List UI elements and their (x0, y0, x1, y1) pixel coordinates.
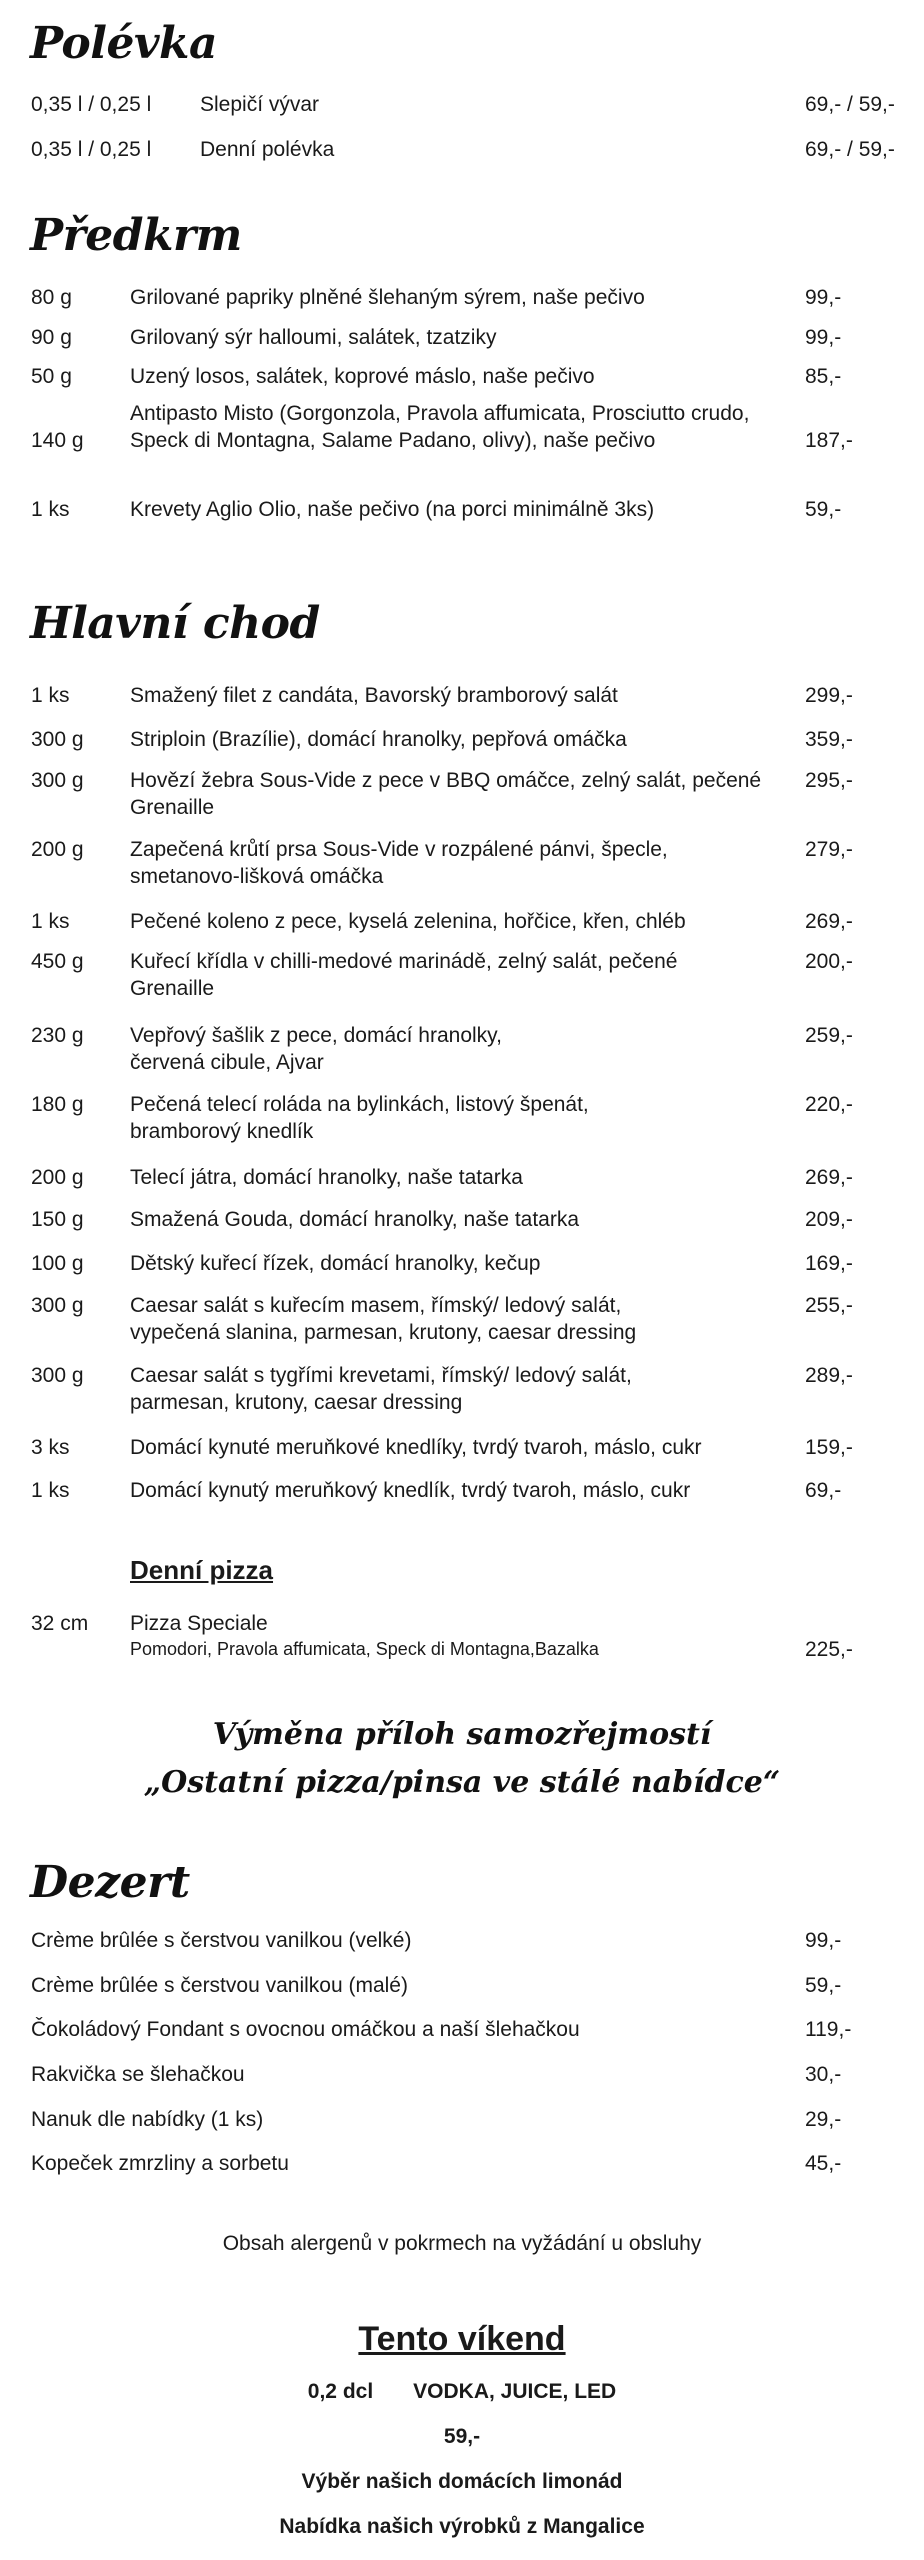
item-price: 30,- (805, 2063, 842, 2086)
item-name: Kuřecí křídla v chilli-medové marinádě, zelný salát, pečené Grenaille (130, 950, 678, 1000)
item-price: 209,- (805, 1208, 853, 1231)
item-price: 269,- (805, 1166, 853, 1189)
item-name: Smažená Gouda, domácí hranolky, naše tatarka (130, 1208, 580, 1231)
item-price: 85,- (805, 365, 842, 388)
item-name: Dětský kuřecí řízek, domácí hranolky, kečup (130, 1252, 541, 1275)
item-price: 255,- (805, 1294, 853, 1317)
weekend-heading: Tento víkend (358, 2320, 566, 2358)
item-quantity: 200 g (31, 1166, 84, 1189)
item-name: Vepřový šašlik z pece, domácí hranolky, červená cibule, Ajvar (130, 1024, 502, 1074)
section-title-main: Hlavní chod (30, 598, 320, 649)
weekend-offer-quantity: 0,2 dcl (307, 2380, 374, 2403)
item-price: 45,- (805, 2152, 842, 2175)
item-price: 69,- / 59,- (805, 93, 895, 116)
item-quantity: 1 ks (31, 1479, 70, 1502)
item-name: Smažený filet z candáta, Bavorský bramborový salát (130, 684, 618, 707)
item-price: 29,- (805, 2108, 842, 2131)
item-quantity: 180 g (31, 1093, 84, 1116)
item-price: 59,- (805, 498, 842, 521)
item-quantity: 300 g (31, 1294, 84, 1317)
item-price: 279,- (805, 838, 853, 861)
item-name: Domácí kynutý meruňkový knedlík, tvrdý tvaroh, máslo, cukr (130, 1479, 691, 1502)
item-name: Uzený losos, salátek, koprové máslo, naše pečivo (130, 365, 595, 388)
side-dish-note: Výměna příloh samozřejmostí (212, 1717, 712, 1752)
item-name: Hovězí žebra Sous-Vide z pece v BBQ omáčce, zelný salát, pečené Grenaille (130, 769, 762, 819)
item-price: 69,- (805, 1479, 842, 1502)
item-name: Rakvička se šlehačkou (31, 2063, 245, 2086)
item-price: 169,- (805, 1252, 853, 1275)
item-name (130, 1610, 790, 1661)
item-quantity: 230 g (31, 1024, 84, 1047)
item-price: 99,- (805, 286, 842, 309)
item-quantity: 140 g (31, 429, 84, 452)
item-price: 159,- (805, 1436, 853, 1459)
item-name: Zapečená krůtí prsa Sous-Vide v rozpálené pánvi, špecle, smetanovo-lišková omáčka (130, 838, 668, 888)
item-quantity: 0,35 l / 0,25 l (31, 138, 152, 161)
item-name: Crème brûlée s čerstvou vanilkou (velké) (31, 1929, 412, 1952)
item-quantity: 90 g (31, 326, 72, 349)
item-quantity: 450 g (31, 950, 84, 973)
item-name: Striploin (Brazílie), domácí hranolky, pepřová omáčka (130, 728, 627, 751)
item-name: Grilované papriky plněné šlehaným sýrem, naše pečivo (130, 286, 645, 309)
item-name: Slepičí vývar (200, 93, 320, 116)
allergen-note: Obsah alergenů v pokrmech na vyžádání u obsluhy (222, 2232, 702, 2255)
item-price: 99,- (805, 1929, 842, 1952)
item-quantity: 1 ks (31, 498, 70, 521)
item-quantity: 300 g (31, 728, 84, 751)
section-title-soup: Polévka (30, 18, 218, 69)
item-name: Caesar salát s kuřecím masem, římský/ ledový salát, vypečená slanina, parmesan, krutony, caesar dressing (130, 1294, 637, 1344)
item-quantity: 200 g (31, 838, 84, 861)
item-name: Čokoládový Fondant s ovocnou omáčkou a naší šlehačkou (31, 2018, 580, 2041)
item-name: Domácí kynuté meruňkové knedlíky, tvrdý tvaroh, máslo, cukr (130, 1436, 702, 1459)
item-price: 69,- / 59,- (805, 138, 895, 161)
item-price: 359,- (805, 728, 853, 751)
item-name: Pečené koleno z pece, kyselá zelenina, hořčice, křen, chléb (130, 910, 686, 933)
item-name: Grilovaný sýr halloumi, salátek, tzatziky (130, 326, 497, 349)
section-title-dessert: Dezert (30, 1857, 190, 1908)
item-name: Denní polévka (200, 138, 335, 161)
item-name: Nanuk dle nabídky (1 ks) (31, 2108, 264, 2131)
pizza-ingredients: Pomodori, Pravola affumicata, Speck di Montagna,Bazalka (130, 1639, 599, 1659)
item-price: 220,- (805, 1093, 853, 1116)
item-quantity: 150 g (31, 1208, 84, 1231)
item-name: Antipasto Misto (Gorgonzola, Pravola affumicata, Prosciutto crudo, Speck di Montagna, Salame Padano, olivy), naše pečivo (130, 402, 750, 452)
item-price: 299,- (805, 684, 853, 707)
item-quantity: 100 g (31, 1252, 84, 1275)
item-quantity: 32 cm (31, 1612, 89, 1635)
item-price: 99,- (805, 326, 842, 349)
item-quantity: 1 ks (31, 910, 70, 933)
item-quantity: 1 ks (31, 684, 70, 707)
weekend-line-lemonades: Výběr našich domácích limonád (301, 2470, 623, 2493)
item-price: 225,- (805, 1638, 853, 1661)
item-price: 269,- (805, 910, 853, 933)
item-quantity: 300 g (31, 769, 84, 792)
daily-pizza-heading: Denní pizza (130, 1555, 274, 1585)
item-price: 187,- (805, 429, 853, 452)
item-price: 289,- (805, 1364, 853, 1387)
item-name: Caesar salát s tygřími krevetami, římský/ ledový salát, parmesan, krutony, caesar dressing (130, 1364, 632, 1414)
weekend-line-mangalica: Nabídka našich výrobků z Mangalice (279, 2515, 645, 2538)
weekend-offer (0, 2380, 924, 2404)
item-name: Kopeček zmrzliny a sorbetu (31, 2152, 289, 2175)
item-name: Pečená telecí roláda na bylinkách, listový špenát, bramborový knedlík (130, 1093, 589, 1143)
pizza-name: Pizza Speciale (130, 1612, 268, 1635)
item-quantity: 300 g (31, 1364, 84, 1387)
weekend-offer-name: VODKA, JUICE, LED (413, 2380, 617, 2403)
item-quantity: 0,35 l / 0,25 l (31, 93, 152, 116)
item-name: Krevety Aglio Olio, naše pečivo (na porci minimálně 3ks) (130, 498, 655, 521)
item-quantity: 3 ks (31, 1436, 70, 1459)
weekend-offer-price: 59,- (443, 2425, 481, 2448)
item-price: 200,- (805, 950, 853, 973)
item-price: 295,- (805, 769, 853, 792)
item-name: Telecí játra, domácí hranolky, naše tatarka (130, 1166, 523, 1189)
section-title-starter: Předkrm (30, 210, 242, 261)
item-price: 259,- (805, 1024, 853, 1047)
item-price: 59,- (805, 1974, 842, 1997)
item-name: Crème brûlée s čerstvou vanilkou (malé) (31, 1974, 408, 1997)
item-quantity: 50 g (31, 365, 72, 388)
item-quantity: 80 g (31, 286, 72, 309)
pizza-offer-note: „Ostatní pizza/pinsa ve stálé nabídce“ (143, 1765, 781, 1800)
item-price: 119,- (805, 2018, 852, 2041)
